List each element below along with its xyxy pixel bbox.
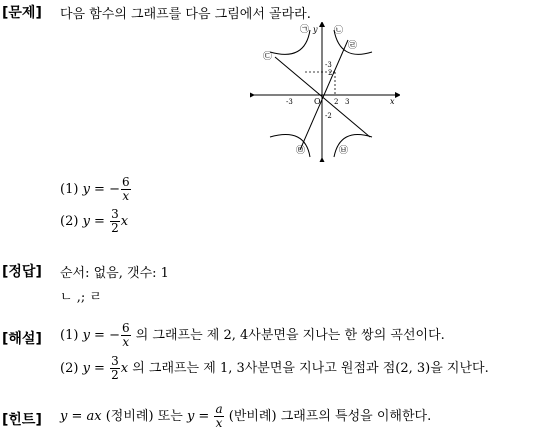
hint-text xyxy=(60,403,431,430)
explanation-text: 의 그래프는 제 1, 3사분면을 지나고 원점과 점(2, 3)을 지난다. xyxy=(128,361,489,376)
fraction-denominator: x xyxy=(122,335,130,349)
x-axis-label: x xyxy=(390,97,395,106)
fraction xyxy=(214,403,223,430)
item-lhs: y = xyxy=(82,214,110,229)
fraction-denominator: 2 xyxy=(111,221,119,235)
item-rhs: x xyxy=(120,214,129,229)
fraction-denominator: x xyxy=(122,189,130,203)
item-lhs: y = − xyxy=(82,182,120,197)
fraction-numerator: 6 xyxy=(121,321,130,335)
hint-formula-1: y = ax xyxy=(60,409,102,424)
hint-text-part: (정비례) 또는 xyxy=(101,409,187,424)
answer-line-2: ㄴ ,; ㄹ xyxy=(60,290,102,305)
tick-label: -3 xyxy=(286,98,293,106)
item-lhs: y = xyxy=(82,361,110,376)
problem-tag: [문제] xyxy=(2,5,42,21)
curve-label: ㉥ xyxy=(339,146,349,156)
hint-text-part: (반비례) 그래프의 특성을 이해한다. xyxy=(224,409,432,424)
item-number: (1) xyxy=(60,328,79,343)
tick-label: 2 xyxy=(334,98,339,106)
explanation-line-2 xyxy=(60,355,489,382)
y-axis-label: y xyxy=(313,25,318,34)
tick-label: 2 xyxy=(328,69,333,77)
curve-label: ㉢ xyxy=(263,52,273,62)
curve-label: ㉤ xyxy=(296,146,306,156)
tick-label: 3 xyxy=(345,98,350,106)
origin-label: O xyxy=(314,97,321,106)
hint-tag: [힌트] xyxy=(2,412,42,428)
explanation-line-1 xyxy=(60,322,445,349)
curve-label: ㉠ xyxy=(300,25,310,35)
graph-figure xyxy=(250,22,400,162)
fraction xyxy=(110,208,120,235)
explanation-text: 의 그래프는 제 2, 4사분면을 지나는 한 쌍의 곡선이다. xyxy=(131,328,445,343)
item-1 xyxy=(60,176,132,203)
fraction-numerator: 3 xyxy=(111,354,119,368)
item-lhs: y = − xyxy=(82,328,120,343)
tick-label: -2 xyxy=(325,112,332,120)
hint-formula-2: y = xyxy=(186,409,214,424)
item-number: (1) xyxy=(60,182,79,197)
curve-label: ㉡ xyxy=(334,26,344,36)
fraction xyxy=(110,355,120,382)
answer-tag: [정답] xyxy=(2,264,42,280)
problem-text: 다음 함수의 그래프를 다음 그림에서 골라라. xyxy=(60,7,311,22)
fraction-numerator: 3 xyxy=(111,207,119,221)
tick-label: -3 xyxy=(325,61,332,69)
fraction-denominator: x xyxy=(215,416,223,430)
curve-label: ㉣ xyxy=(348,41,358,51)
fraction xyxy=(121,176,131,203)
answer-line-1: 순서: 없음, 갯수: 1 xyxy=(60,266,169,281)
fraction-numerator: 6 xyxy=(121,175,130,189)
item-rhs: x xyxy=(120,361,129,376)
item-2 xyxy=(60,208,128,235)
item-number: (2) xyxy=(60,361,79,376)
fraction xyxy=(121,322,131,349)
fraction-denominator: 2 xyxy=(111,368,119,382)
explanation-tag: [해설] xyxy=(2,331,42,347)
fraction-numerator: a xyxy=(215,402,223,416)
item-number: (2) xyxy=(60,214,79,229)
